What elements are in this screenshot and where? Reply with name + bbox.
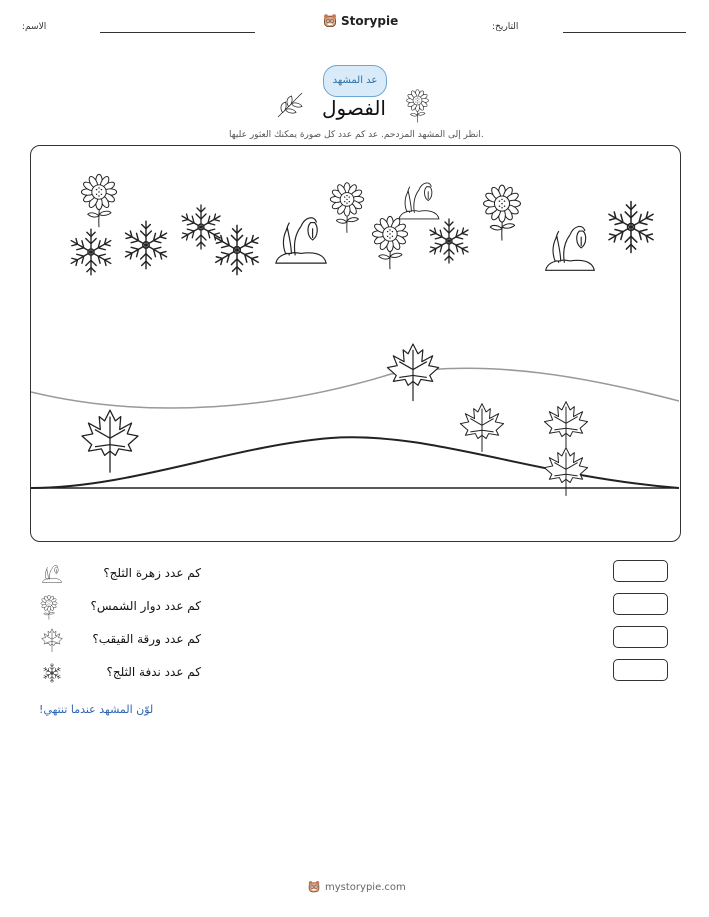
mascot-icon [322,13,338,29]
answer-box-snowdrop[interactable] [613,560,668,582]
snowflake [69,229,114,275]
snowdrop [546,226,595,270]
snowdrop-icon [41,562,63,584]
footer [307,880,406,894]
brand-logo [322,13,398,29]
sunflower-icon [39,594,59,620]
scene-illustration [31,146,679,540]
snowdrop [399,183,439,219]
question-snowflake: كم عدد ندفة الثلج؟ [106,665,201,679]
hill-line-back [31,368,679,408]
sunflower [330,183,363,233]
instructions: انظر إلى المشهد المزدحم. عد كم عدد كل صورة يمكنك العثور عليها. [229,130,484,140]
maple-leaf [82,410,138,472]
sunflower [372,216,407,269]
snowflake [213,225,261,274]
brand-name: Storypie [341,14,399,28]
question-sunflower: كم عدد دوار الشمس؟ [90,599,201,613]
scene-frame [30,145,681,542]
snowdrop [276,218,326,263]
question-maple-leaf: كم عدد ورقة القيقب؟ [92,632,201,646]
snowflake-icon [41,662,63,684]
name-field-line[interactable] [100,32,255,33]
flower-icon [405,88,430,123]
snowflake [123,221,170,269]
maple-leaf-icon [40,628,64,654]
footer-site[interactable]: mystorypie.com [325,881,406,893]
leaf-twig-icon [275,90,305,120]
date-label: :التاريخ [492,22,519,32]
maple-leaf [544,402,587,450]
date-field-line[interactable] [563,32,686,33]
answer-box-snowflake[interactable] [613,659,668,681]
answer-box-maple-leaf[interactable] [613,626,668,648]
maple-leaf [460,404,503,452]
maple-leaf [387,344,438,401]
question-snowdrop: كم عدد زهرة الثلج؟ [103,566,201,580]
snowflake [427,219,470,263]
activity-tag: عد المشهد [323,65,387,97]
sunflower [484,185,521,240]
sunflower [81,174,116,227]
closing-note: لوّن المشهد عندما تنتهي! [39,703,154,716]
answer-box-sunflower[interactable] [613,593,668,615]
snowflake [606,201,656,252]
snowflake [179,205,222,249]
page-title: الفصول [322,96,386,120]
name-label: :الاسم [22,22,47,32]
mascot-icon [307,880,321,894]
